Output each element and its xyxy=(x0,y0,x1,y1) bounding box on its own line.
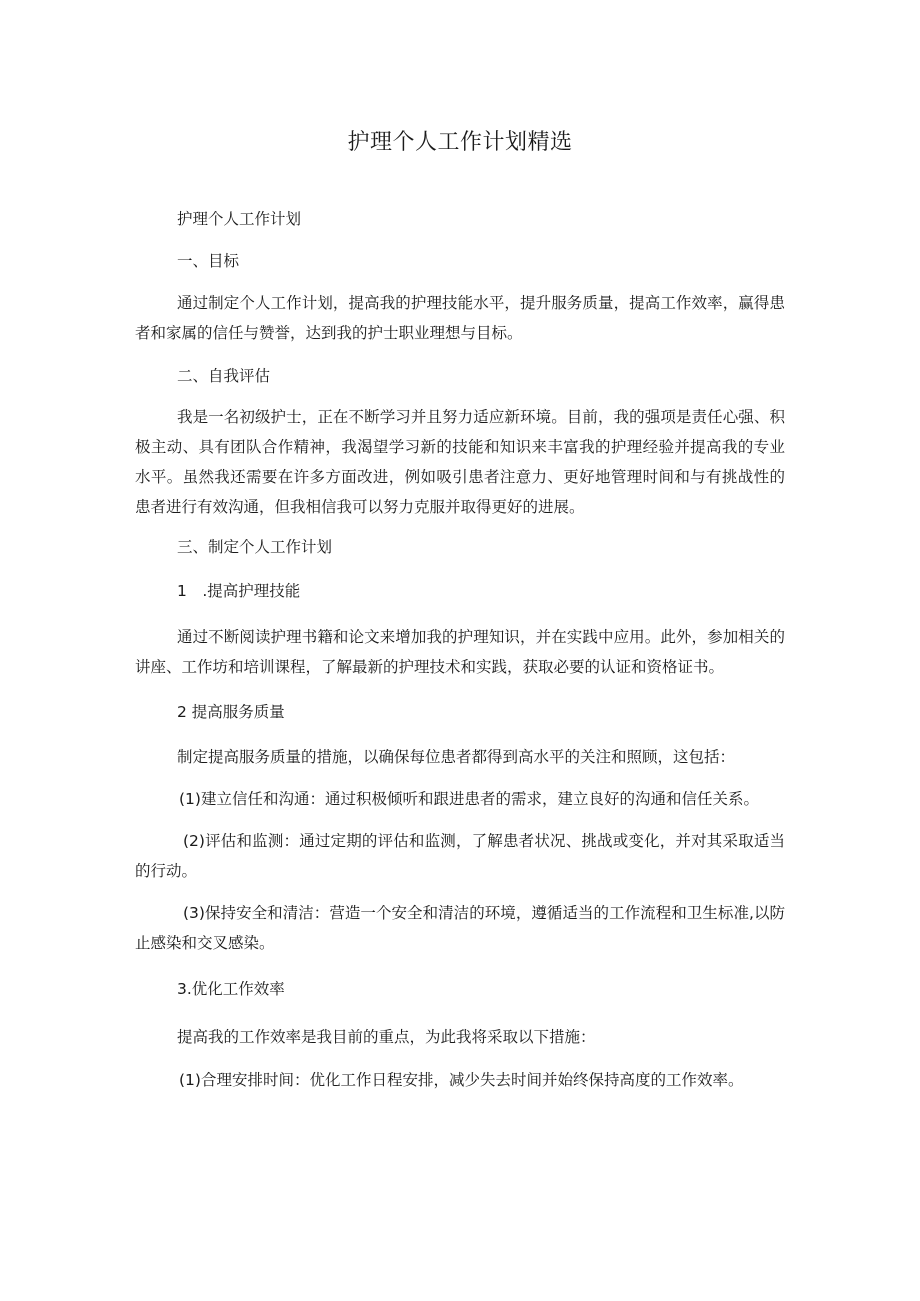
document-title: 护理个人工作计划精选 xyxy=(347,130,573,155)
paragraph-skills: 通过不断阅读护理书籍和论文来增加我的护理知识，并在实践中应用。此外，参加相关的讲座、工作坊和培训课程，了解最新的护理技术和实践，获取必要的认证和资格证书。 xyxy=(135,628,785,676)
list-item-trust: (1)建立信任和沟通：通过积极倾听和跟进患者的需求，建立良好的沟通和信任关系。 xyxy=(179,790,759,808)
heading-goal: 一、目标 xyxy=(177,252,240,270)
section-efficiency: 3.优化工作效率 xyxy=(177,980,285,998)
section-service-quality: 2 提高服务质量 xyxy=(177,703,285,721)
section-skills: 1 .提高护理技能 xyxy=(177,582,301,600)
heading-plan: 三、制定个人工作计划 xyxy=(177,538,333,556)
paragraph-goal: 通过制定个人工作计划，提高我的护理技能水平，提升服务质量，提高工作效率，赢得患者和家属的信任与赞誉，达到我的护士职业理想与目标。 xyxy=(135,294,785,342)
list-item-safety: (3)保持安全和清洁：营造一个安全和清洁的环境，遵循适当的工作流程和卫生标准,以防止感染和交叉感染。 xyxy=(135,904,785,952)
heading-self-assessment: 二、自我评估 xyxy=(177,367,271,385)
paragraph-efficiency: 提高我的工作效率是我目前的重点，为此我将采取以下措施： xyxy=(177,1028,596,1046)
subtitle: 护理个人工作计划 xyxy=(177,210,302,228)
list-item-assessment: (2)评估和监测：通过定期的评估和监测，了解患者状况、挑战或变化，并对其采取适当的行动。 xyxy=(135,832,785,880)
paragraph-self-assessment: 我是一名初级护士，正在不断学习并且努力适应新环境。目前，我的强项是责任心强、积极主动、具有团队合作精神，我渴望学习新的技能和知识来丰富我的护理经验并提高我的专业水平。虽然我还需要在许多方面改进，例如吸引患者注意力、更好地管理时间和与有挑战性的患者进行有效沟通，但我相信我可以努力克服并取得更好的进展。 xyxy=(135,408,785,516)
list-item-time: (1)合理安排时间：优化工作日程安排，减少失去时间并始终保持高度的工作效率。 xyxy=(179,1071,744,1089)
paragraph-service-quality: 制定提高服务质量的措施，以确保每位患者都得到高水平的关注和照顾，这包括： xyxy=(177,748,736,766)
